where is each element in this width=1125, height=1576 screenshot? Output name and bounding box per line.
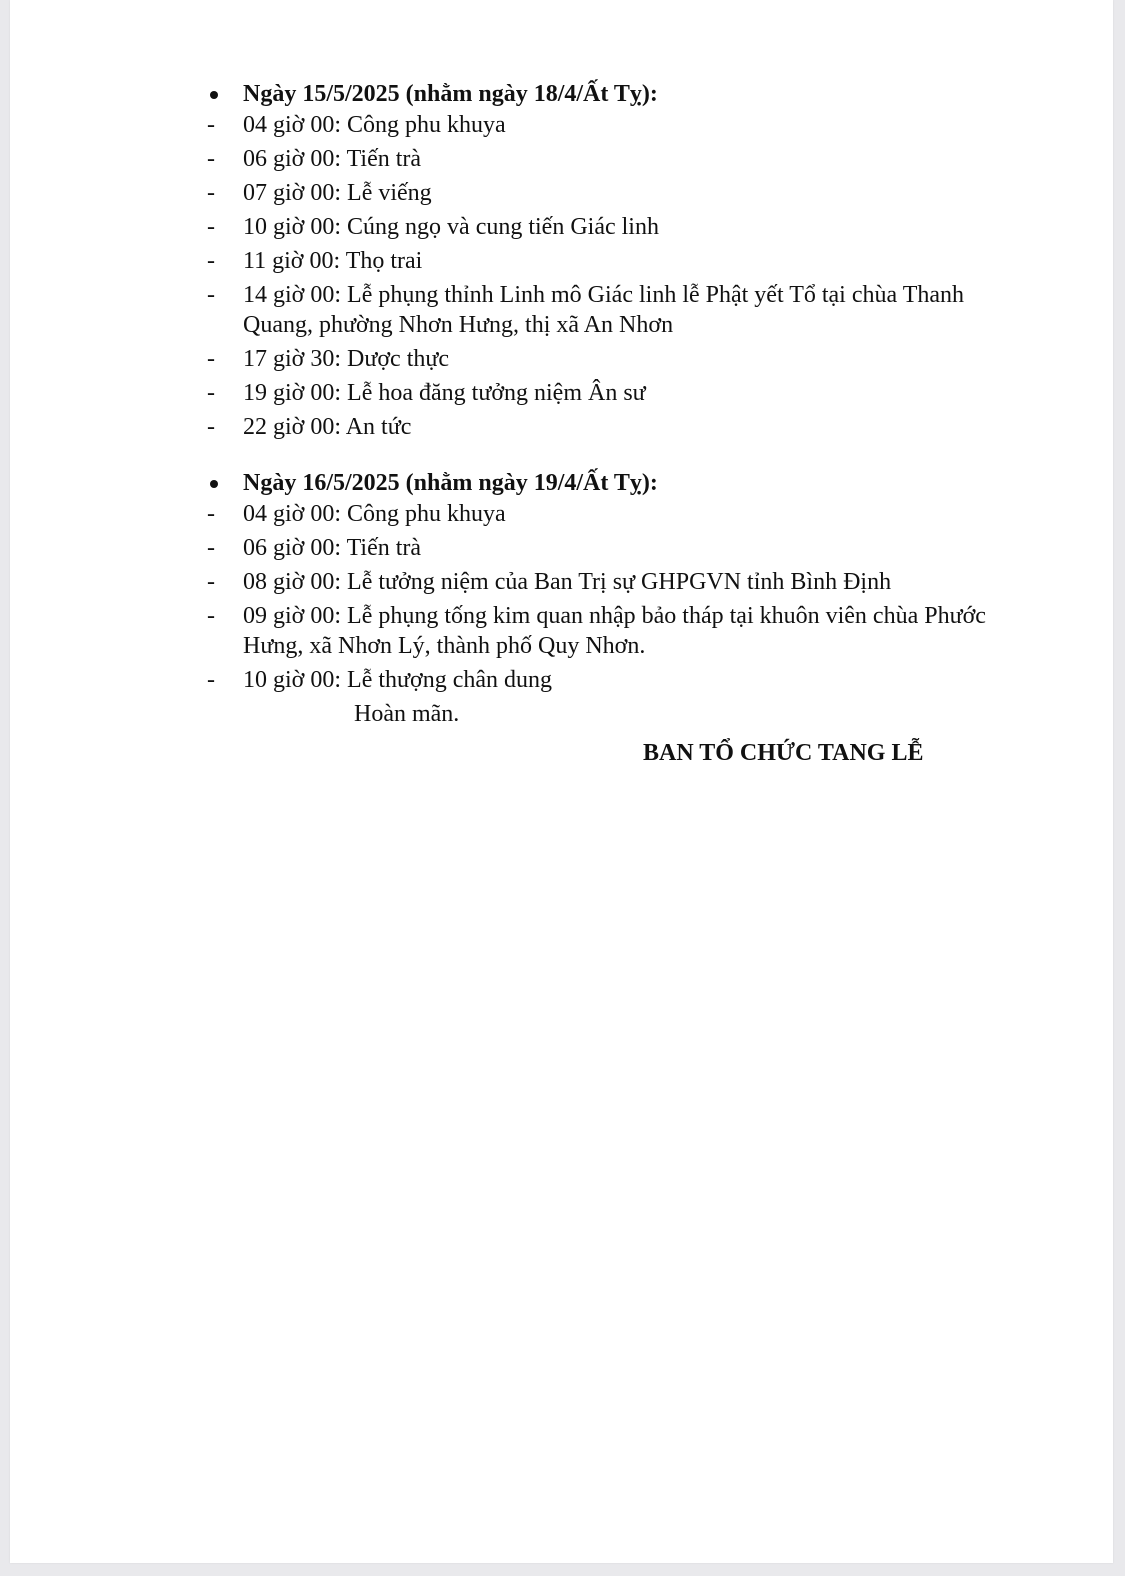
section-heading-text: Ngày 15/5/2025 (nhằm ngày 18/4/Ất Tỵ): [243, 81, 658, 107]
section-heading-text: Ngày 16/5/2025 (nhằm ngày 19/4/Ất Tỵ): [243, 470, 658, 496]
dash-marker: - [207, 667, 215, 693]
schedule-item [197, 144, 997, 174]
schedule-item-text: 17 giờ 30: Dược thực [243, 346, 450, 372]
schedule-item-text: 04 giờ 00: Công phu khuya [243, 112, 506, 138]
schedule-section-day-1 [197, 78, 997, 442]
schedule-item [197, 344, 997, 374]
schedule-item [197, 567, 997, 597]
schedule-item [197, 412, 997, 442]
dash-marker: - [207, 569, 215, 595]
closing-text: Hoàn mãn. [354, 701, 460, 727]
dash-marker: - [207, 112, 215, 138]
schedule-item [197, 601, 997, 661]
section-heading [197, 467, 997, 499]
schedule-section-day-2 [197, 467, 997, 695]
dash-marker: - [207, 535, 215, 561]
schedule-item [197, 178, 997, 208]
dash-marker: - [207, 501, 215, 527]
schedule-item-text: 14 giờ 00: Lễ phụng thỉnh Linh mô Giác linh lễ Phật yết Tổ tại chùa Thanh Quang, phường Nhơn Hưng, thị xã An Nhơn [243, 282, 965, 338]
schedule-item-text: 10 giờ 00: Lễ thượng chân dung [243, 667, 553, 693]
schedule-item [197, 246, 997, 276]
schedule-item-text: 10 giờ 00: Cúng ngọ và cung tiến Giác linh [243, 214, 659, 240]
dash-marker: - [207, 414, 215, 440]
bullet-icon [210, 480, 218, 488]
dash-marker: - [207, 180, 215, 206]
dash-marker: - [207, 282, 215, 308]
schedule-item [197, 212, 997, 242]
document-page [10, 0, 1113, 1563]
dash-marker: - [207, 346, 215, 372]
schedule-item [197, 499, 997, 529]
dash-marker: - [207, 146, 215, 172]
schedule-item [197, 533, 997, 563]
bullet-icon [210, 91, 218, 99]
schedule-item [197, 378, 997, 408]
signature-text: BAN TỔ CHỨC TANG LỄ [643, 740, 924, 766]
schedule-item [197, 110, 997, 140]
dash-marker: - [207, 214, 215, 240]
schedule-item-text: 19 giờ 00: Lễ hoa đăng tưởng niệm Ân sư [243, 380, 646, 406]
schedule-item-text: 22 giờ 00: An tức [243, 414, 412, 440]
schedule-item-text: 06 giờ 00: Tiến trà [243, 146, 422, 172]
schedule-item-text: 04 giờ 00: Công phu khuya [243, 501, 506, 527]
document-content [197, 78, 997, 769]
schedule-item-text: 09 giờ 00: Lễ phụng tống kim quan nhập bảo tháp tại khuôn viên chùa Phước Hưng, xã Nhơn Lý, thành phố Quy Nhơn. [243, 603, 986, 659]
schedule-item-text: 11 giờ 00: Thọ trai [243, 248, 423, 274]
schedule-item-text: 06 giờ 00: Tiến trà [243, 535, 422, 561]
schedule-item [197, 665, 997, 695]
schedule-item [197, 280, 997, 340]
dash-marker: - [207, 248, 215, 274]
dash-marker: - [207, 380, 215, 406]
section-heading [197, 78, 997, 110]
dash-marker: - [207, 603, 215, 629]
schedule-item-text: 07 giờ 00: Lễ viếng [243, 180, 432, 206]
schedule-item-text: 08 giờ 00: Lễ tưởng niệm của Ban Trị sự GHPGVN tỉnh Bình Định [243, 569, 892, 595]
